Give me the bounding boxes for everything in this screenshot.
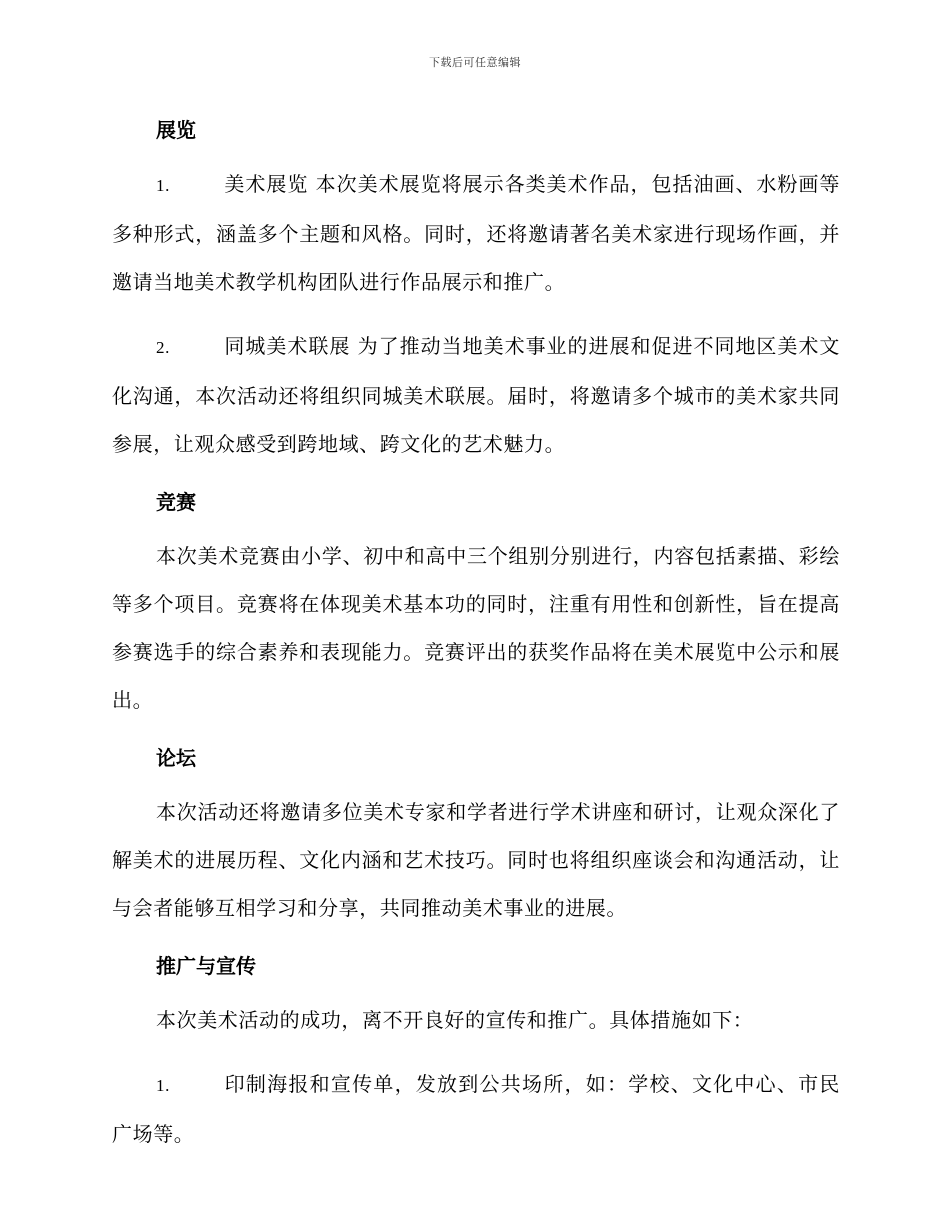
document-body: [112, 112, 840, 1158]
competition-paragraph: 本次美术竞赛由小学、初中和高中三个组别分别进行，内容包括素描、彩绘等多个项目。竞赛将在体现美术基本功的同时，注重有用性和创新性，旨在提高参赛选手的综合素养和表现能力。竞赛评出的获奖作品将在美术展览中公示和展出。: [112, 544, 840, 712]
exhibition-item-2: [112, 322, 840, 468]
list-number: 1.: [156, 176, 170, 195]
section-heading-forum: 论坛: [156, 746, 196, 770]
list-number: 2.: [156, 338, 170, 357]
header-note: 下载后可任意编辑: [429, 56, 521, 69]
section-heading-competition: 竞赛: [156, 490, 196, 514]
exhibition-item-2-text: 同城美术联展 为了推动当地美术事业的进展和促进不同地区美术文化沟通，本次活动还将组织同城美术联展。届时，将邀请多个城市的美术家共同参展，让观众感受到跨地域、跨文化的艺术魅力。: [112, 334, 840, 456]
promotion-item-1: [112, 1060, 840, 1158]
section-heading-exhibition: 展览: [156, 118, 196, 142]
list-number: 1.: [156, 1076, 170, 1095]
forum-paragraph: 本次活动还将邀请多位美术专家和学者进行学术讲座和研讨，让观众深化了解美术的进展历程、文化内涵和艺术技巧。同时也将组织座谈会和沟通活动，让与会者能够互相学习和分享，共同推动美术事业的进展。: [112, 800, 840, 920]
exhibition-item-1: [112, 160, 840, 306]
exhibition-item-1-text: 美术展览 本次美术展览将展示各类美术作品，包括油画、水粉画等多种形式，涵盖多个主题和风格。同时，还将邀请著名美术家进行现场作画，并邀请当地美术教学机构团队进行作品展示和推广。: [112, 172, 840, 294]
promotion-item-1-text: 印制海报和宣传单，发放到公共场所，如：学校、文化中心、市民广场等。: [112, 1072, 840, 1146]
section-heading-promotion: 推广与宣传: [156, 954, 256, 978]
promotion-intro: 本次美术活动的成功，离不开良好的宣传和推广。具体措施如下：: [156, 1008, 754, 1032]
